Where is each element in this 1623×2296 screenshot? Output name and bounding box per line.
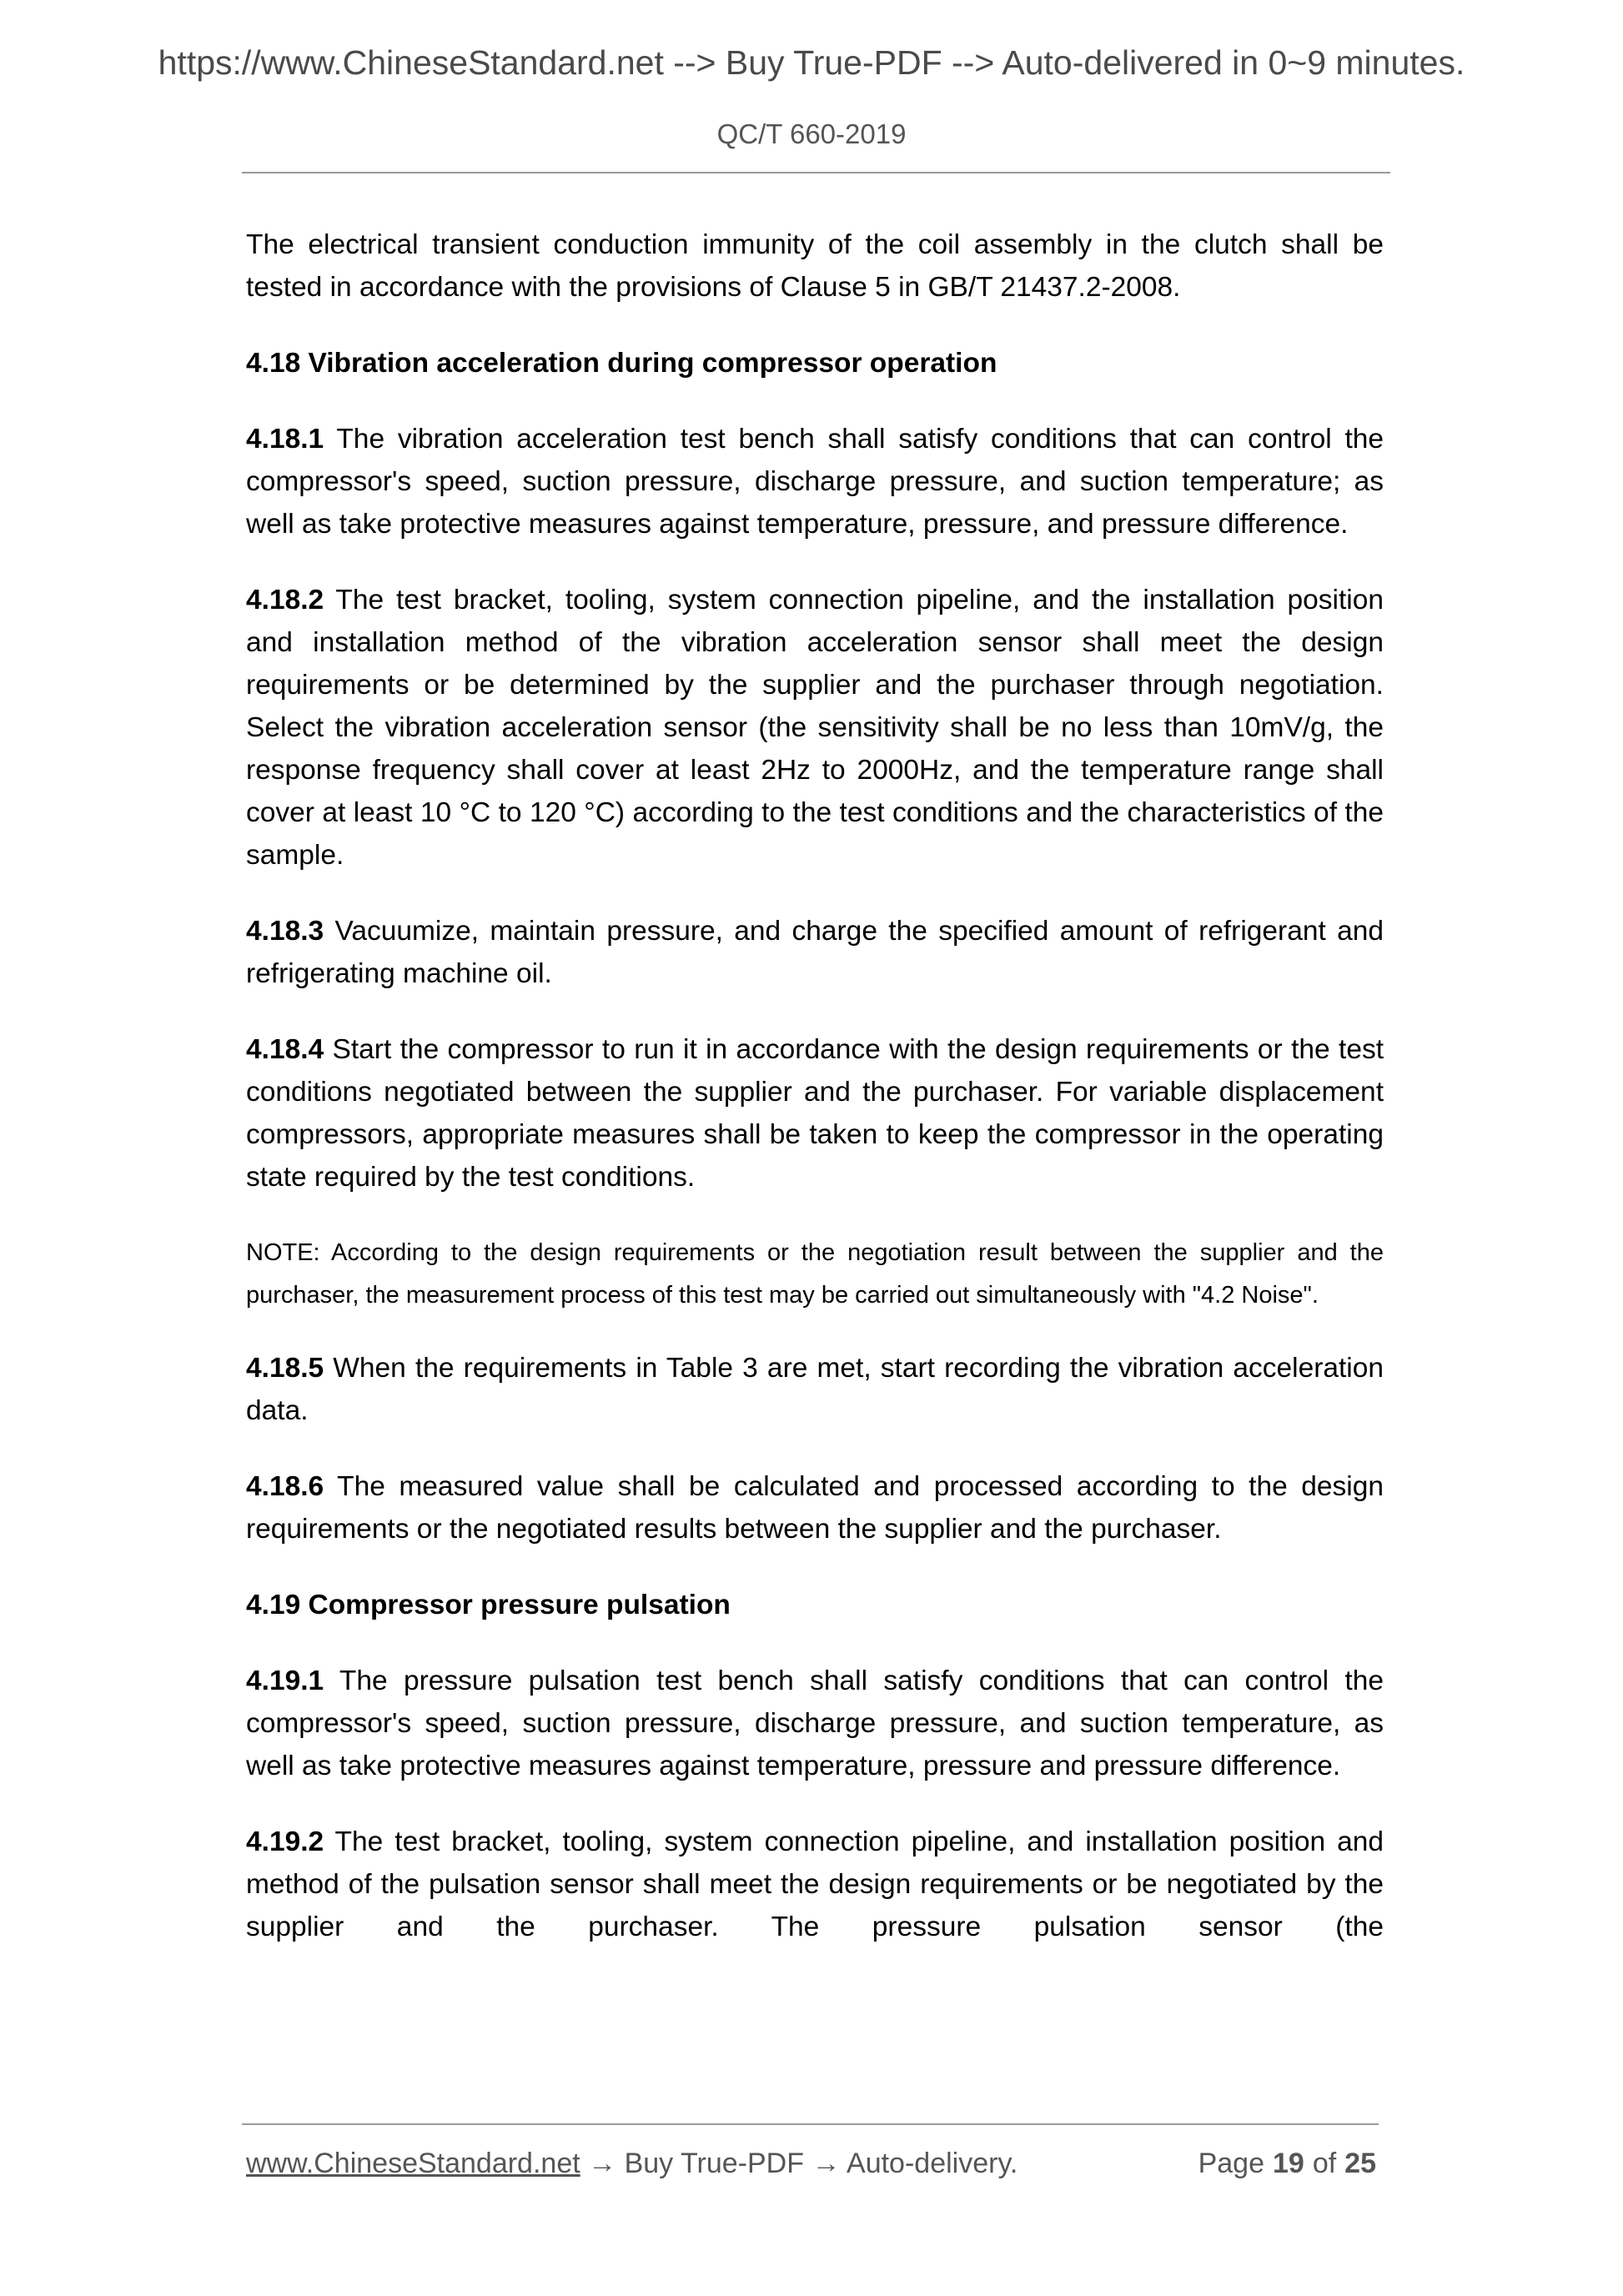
clause-text: Start the compressor to run it in accordance with the design requirements or the test conditions negotiated between the supplier and the purchaser. For variable displacement compressors, appropriate measures shall be taken to keep the compressor in the operating state required by the test conditions.	[246, 1034, 1384, 1193]
intro-paragraph: The electrical transient conduction immunity of the coil assembly in the clutch shall be tested in accordance with the provisions of Clause 5 in GB/T 21437.2-2008.	[246, 229, 1384, 303]
clause-4-18-2	[246, 579, 1384, 877]
footer-buy-text: Buy True-PDF	[624, 2148, 804, 2179]
clause-4-19-1	[246, 1660, 1384, 1787]
clause-text: The pressure pulsation test bench shall satisfy conditions that can control the compressor's speed, suction pressure, discharge pressure, and suction temperature, as well as take protective measures against temperature, pressure and pressure difference.	[246, 1665, 1384, 1781]
page-content	[246, 224, 1384, 1982]
current-page-number: 19	[1272, 2148, 1304, 2179]
section-heading-4-19: 4.19 Compressor pressure pulsation	[246, 1590, 731, 1620]
section-heading-4-18: 4.18 Vibration acceleration during compressor operation	[246, 348, 997, 379]
footer-delivery-text: Auto-delivery.	[847, 2148, 1018, 2179]
total-pages-number: 25	[1344, 2148, 1376, 2179]
arrow-right-icon: →	[812, 2148, 841, 2179]
note-paragraph: NOTE: According to the design requirements or the negotiation result between the supplier and the purchaser, the measurement process of this test may be carried out simultaneously with "4.2 Noise".	[246, 1239, 1384, 1309]
page-footer	[246, 2148, 1376, 2189]
clause-4-18-6	[246, 1465, 1384, 1550]
clause-text: The test bracket, tooling, system connection pipeline, and installation position and method of the pulsation sensor shall meet the design requirements or be negotiated by the supplier and the purchaser. The pressure pulsation sensor (the	[246, 1826, 1384, 1942]
header-banner: https://www.ChineseStandard.net --> Buy True-PDF --> Auto-delivered in 0~9 minutes.	[158, 43, 1465, 82]
page-indicator	[1198, 2148, 1376, 2180]
clause-number: 4.18.4	[246, 1034, 324, 1065]
page-label: Page	[1198, 2148, 1264, 2179]
clause-text: The vibration acceleration test bench shall satisfy conditions that can control the compressor's speed, suction pressure, discharge pressure, and suction temperature; as well as take protective measures against temperature, pressure, and pressure difference.	[246, 424, 1384, 540]
clause-4-18-1	[246, 418, 1384, 545]
chinesestandard-link[interactable]: www.ChineseStandard.net	[246, 2148, 580, 2179]
clause-4-18-4	[246, 1028, 1384, 1198]
of-label: of	[1312, 2148, 1337, 2179]
clause-4-18-3	[246, 910, 1384, 995]
clause-4-19-2	[246, 1821, 1384, 1948]
clause-text: The measured value shall be calculated and processed according to the design requirements or the negotiated results between the supplier and the purchaser.	[246, 1471, 1384, 1545]
clause-number: 4.19.1	[246, 1665, 324, 1696]
clause-number: 4.18.2	[246, 585, 324, 615]
clause-text: Vacuumize, maintain pressure, and charge the specified amount of refrigerant and refrigerating machine oil.	[246, 916, 1384, 989]
footer-divider	[242, 2123, 1379, 2125]
header-divider	[242, 172, 1390, 173]
clause-text: The test bracket, tooling, system connection pipeline, and the installation position and installation method of the vibration acceleration sensor shall meet the design requirements or be determined by the supplier and the purchaser through negotiation. Select the vibration acceleration sensor (the sensitivity shall be no less than 10mV/g, the response frequency shall cover at least 2Hz to 2000Hz, and the temperature range shall cover at least 10 °C to 120 °C) according to the test conditions and the characteristics of the sample.	[246, 585, 1384, 871]
document-id: QC/T 660-2019	[716, 118, 907, 149]
arrow-right-icon: →	[588, 2148, 617, 2179]
footer-promo	[246, 2148, 1018, 2180]
clause-number: 4.19.2	[246, 1826, 324, 1857]
clause-number: 4.18.5	[246, 1353, 324, 1384]
clause-4-18-5	[246, 1347, 1384, 1432]
clause-number: 4.18.3	[246, 916, 324, 947]
clause-text: When the requirements in Table 3 are met, start recording the vibration acceleration data.	[246, 1353, 1384, 1426]
clause-number: 4.18.1	[246, 424, 324, 455]
clause-number: 4.18.6	[246, 1471, 324, 1502]
